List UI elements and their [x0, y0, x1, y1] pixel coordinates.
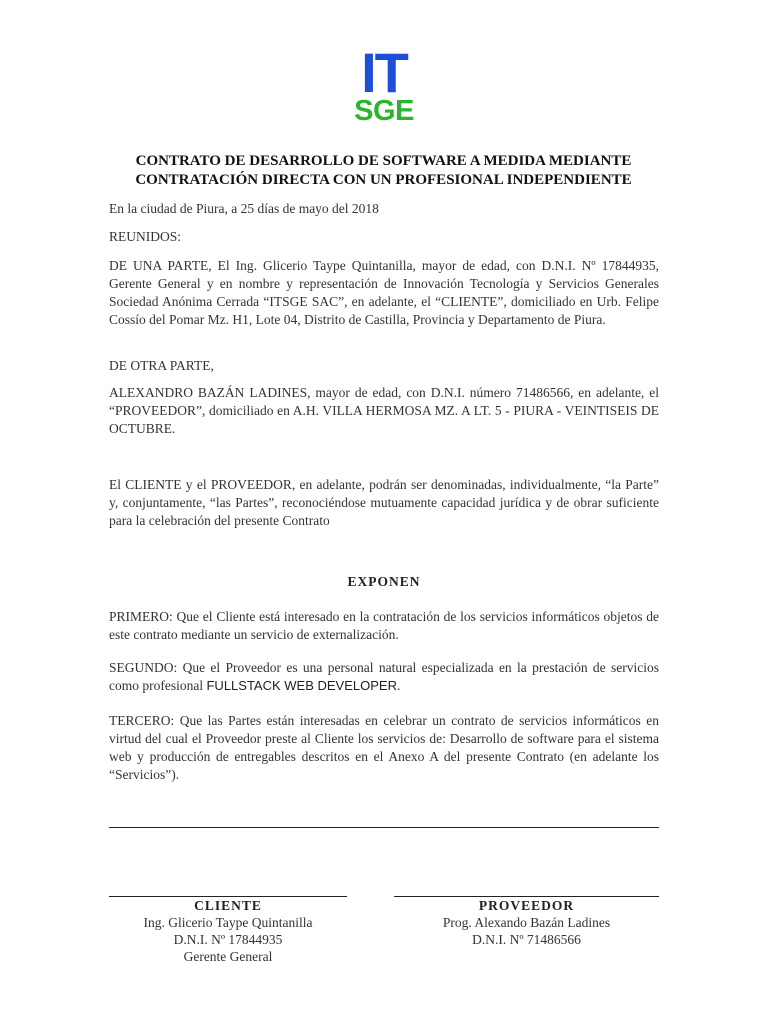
logo-it-text: IT: [361, 41, 407, 104]
date-line: En la ciudad de Piura, a 25 días de mayo del 2018: [109, 201, 379, 216]
logo-sge-text: SGE: [354, 95, 414, 127]
provider-signature-block: [394, 897, 659, 948]
title-line-2: CONTRATACIÓN DIRECTA CON UN PROFESIONAL INDEPENDIENTE: [135, 172, 632, 188]
segundo-role: FULLSTACK WEB DEVELOPER: [206, 678, 397, 693]
exponen-heading: EXPONEN: [347, 574, 421, 589]
client-cargo: Gerente General: [183, 949, 273, 964]
second-party-label: DE OTRA PARTE,: [109, 358, 214, 373]
tercero-paragraph: TERCERO: Que las Partes están interesadas en celebrar un contrato de servicios informáticos en virtud del cual el Proveedor preste al Cliente los servicios de: Desarrollo de software para el sistema web y producción de entregables descritos en el Anexo A del presente Contrato (en adelante los “Servicios”).: [109, 713, 659, 782]
provider-dni: D.N.I. Nº 71486566: [472, 932, 581, 947]
segundo-paragraph: [109, 659, 659, 695]
provider-name: Prog. Alexando Bazán Ladines: [442, 915, 611, 930]
title-line-1: CONTRATO DE DESARROLLO DE SOFTWARE A MEDIDA MEDIANTE: [135, 153, 632, 169]
provider-role: PROVEEDOR: [478, 898, 575, 913]
provider-paragraph: ALEXANDRO BAZÁN LADINES, mayor de edad, con D.N.I. número 71486566, en adelante, el “PROVEEDOR”, domiciliado en A.H. VILLA HERMOSA MZ. A LT. 5 - PIURA - VEINTISEIS DE OCTUBRE.: [109, 385, 659, 436]
parties-paragraph: El CLIENTE y el PROVEEDOR, en adelante, podrán ser denominadas, individualmente, “la Parte” y, conjuntamente, “las Partes”, reconociéndose mutuamente capacidad jurídica y de obrar suficiente para la celebración del presente Contrato: [109, 477, 659, 528]
client-dni: D.N.I. Nº 17844935: [173, 932, 283, 947]
client-signature-block: [109, 897, 347, 965]
client-name: Ing. Glicerio Taype Quintanilla: [143, 915, 313, 930]
first-party-paragraph: DE UNA PARTE, El Ing. Glicerio Taype Quintanilla, mayor de edad, con D.N.I. Nº 17844935, Gerente General y en nombre y representación de Innovación Tecnología y Servicios Generales Sociedad Anónima Cerrada “ITSGE SAC”, en adelante, el “CLIENTE”, domiciliado en Urb. Felipe Cossío del Pomar Mz. H1, Lote 04, Distrito de Castilla, Provincia y Departamento de Piura.: [109, 258, 659, 327]
reunidos-label: REUNIDOS:: [109, 229, 182, 244]
section-divider: [109, 827, 659, 828]
company-logo: [0, 41, 768, 127]
primero-paragraph: PRIMERO: Que el Cliente está interesado en la contratación de los servicios informáticos objetos de este contrato mediante un servicio de externalización.: [109, 609, 659, 642]
segundo-text: SEGUNDO: Que el Proveedor es una personal natural especializada en la prestación de servicios como profesional: [109, 660, 659, 693]
contract-title: [108, 152, 659, 190]
segundo-end: .: [396, 678, 401, 693]
client-role: CLIENTE: [194, 898, 262, 913]
